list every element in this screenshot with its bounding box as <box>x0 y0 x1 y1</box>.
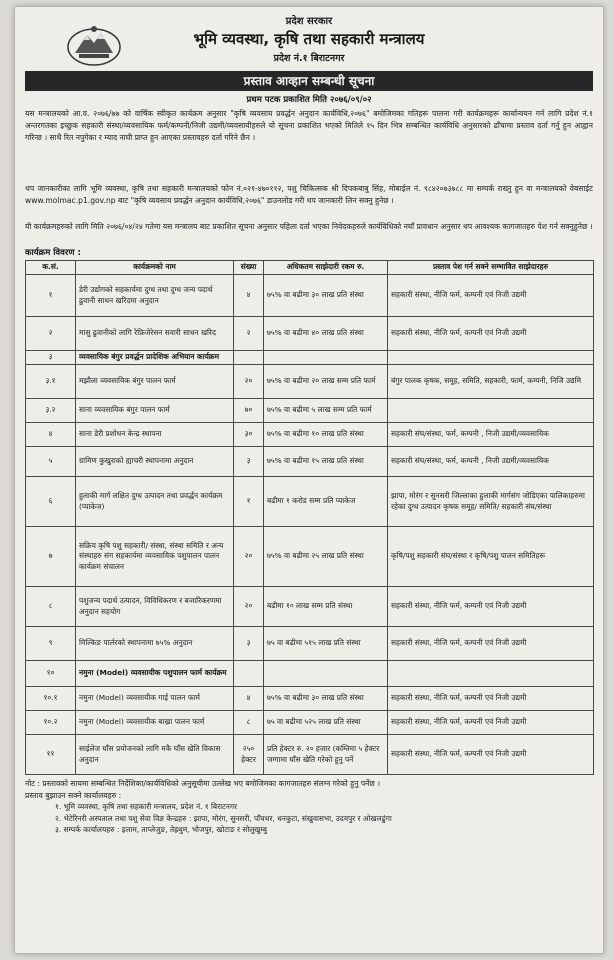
cell-eligible: सहकारी संस्था, नीजि फर्म, कम्पनी एवं निजी उद्यमी <box>388 627 594 661</box>
cell-qty: २ <box>234 317 264 351</box>
nepal-emblem-icon <box>65 23 123 67</box>
cell-sn: ६ <box>26 477 76 527</box>
list-item <box>55 813 593 825</box>
office-number: ३. <box>55 825 62 834</box>
cell-amount: ७५% वा बढीमा ५ लाख सम्म प्रति फार्म <box>264 399 388 423</box>
header-name: कार्यक्रमको नाम <box>76 261 234 275</box>
cell-eligible: सहकारी संघ/संस्था, फर्म, कम्पनी , निजी उद्यमी/व्यवसायिक <box>388 423 594 447</box>
offices-title: प्रस्ताव बुझाउन सक्ने कार्यालयहरु : <box>25 791 122 800</box>
cell-qty: ८ <box>234 711 264 735</box>
cell-qty: २० <box>234 527 264 587</box>
cell-name: साना डेरी प्रशोधन केन्द्र स्थापना <box>76 423 234 447</box>
office-text: भूमि व्यवस्था, कृषि तथा सहकारी मन्त्रालय, प्रदेश नं. १ बिराटनगर <box>63 802 238 811</box>
cell-name: मिल्किङ पार्लरको स्थापनामा ७५% अनुदान <box>76 627 234 661</box>
cell-sn: १०.२ <box>26 711 76 735</box>
cell-sn: ११ <box>26 735 76 775</box>
publication-date: प्रथम पटक प्रकाशित मिति २०७६/०९/०२ <box>246 95 372 105</box>
cell-qty: २० <box>234 587 264 627</box>
table-row <box>26 365 594 399</box>
ministry-location: प्रदेश नं.१ बिराटनगर <box>273 53 345 64</box>
table-row <box>26 447 594 477</box>
programs-table <box>25 260 594 775</box>
cell-sn: ३ <box>26 351 76 365</box>
government-label: प्रदेश सरकार <box>285 16 333 27</box>
ministry-name: भूमि व्यवस्था, कृषि तथा सहकारी मन्त्रालय <box>193 30 425 48</box>
cell-eligible <box>388 399 594 423</box>
table-row <box>26 351 594 365</box>
header-amount: अधिकतम साझेदारी रकम रु. <box>264 261 388 275</box>
cell-sn: ९ <box>26 627 76 661</box>
cell-qty: २० <box>234 365 264 399</box>
cell-name: ग्रामिण कुखुराको ह्याचरी स्थापनामा अनुदान <box>76 447 234 477</box>
cell-amount: ७५ वा बढीमा ५२५ लाख प्रति संस्था <box>264 711 388 735</box>
cell-name: नमुना (Model) व्यवसायीक पशुपालन फार्म कार्यक्रम <box>76 661 234 687</box>
cell-name: साना व्यवसायिक बंगुर पालन फार्म <box>76 399 234 423</box>
cell-qty <box>234 661 264 687</box>
table-row <box>26 711 594 735</box>
cell-qty: ३ <box>234 627 264 661</box>
cell-sn: २ <box>26 317 76 351</box>
header-sn: क.सं. <box>26 261 76 275</box>
cell-sn: १० <box>26 661 76 687</box>
list-item <box>55 824 593 836</box>
table-row <box>26 317 594 351</box>
cell-amount: ७५% वा बढीमा ३० लाख प्रति संस्था <box>264 275 388 317</box>
cell-eligible: झापा, मोरंग र सुनसरी जिल्लाका हुलाकी मार्गसंग जोडिएका पालिकाहरुमा रहेका दुग्ध उत्पादन कृषक समूह/ समिति/ सहकारी संघ/संस्था <box>388 477 594 527</box>
table-header-row <box>26 261 594 275</box>
cell-name: नमुना (Model) व्यवसायीक गाई पालन फार्म <box>76 687 234 711</box>
cell-qty: ३० <box>234 423 264 447</box>
notice-page <box>14 6 604 954</box>
cell-name: हुलाकी मार्ग लक्षित दुग्ध उत्पादन तथा प्रवर्द्धन कार्यक्रम (प्याकेज) <box>76 477 234 527</box>
cell-name: सक्रिय कृषि पशु सहकारी/ संस्था, संस्था समिति र अन्य संस्थाहरु संग सहकार्यमा व्यवसायिक पशुपालन पालन कार्यक्रम संचालन <box>76 527 234 587</box>
cell-eligible <box>388 351 594 365</box>
cell-eligible: सहकारी संस्था, नीजि फर्म, कम्पनी एवं निजी उद्यमी <box>388 275 594 317</box>
cell-sn: १०.१ <box>26 687 76 711</box>
cell-amount: बढीमा १ करोड सम्म प्रति प्याकेज <box>264 477 388 527</box>
cell-amount: बढीमा १० लाख सम्म प्रति संस्था <box>264 587 388 627</box>
cell-qty: १ <box>234 477 264 527</box>
office-number: १. <box>55 802 62 811</box>
table-row <box>26 587 594 627</box>
cell-qty: ४ <box>234 687 264 711</box>
office-text: सम्पर्क कार्यालयहरु : इलाम, ताप्लेजुङ, तेह्रथुम, भोजपुर, खोटाङ र सोलुखुम्बु <box>63 825 267 834</box>
prior-applicants-paragraph: यी कार्यक्रमहरुको लागि मिति २०७६/०४/२४ गतेमा यस मन्त्रालय बाट प्रकाशित सूचना अनुसार पहिला दर्ता भएका निवेदकहरुले कार्यविधिको नयाँ प्रावधान अनुसार थप आवश्यक कागजातहरु पेश गर्न सक्नुहुनेछ । <box>25 222 593 231</box>
header-eligible: प्रस्ताव पेश गर्न सक्ने सम्भावित साझेदारहरु <box>388 261 594 275</box>
cell-amount: ७५% वा बढीमा ३० लाख प्रति संस्था <box>264 687 388 711</box>
cell-amount <box>264 661 388 687</box>
header-qty: संख्या <box>234 261 264 275</box>
cell-amount: ७५% वा बढीमा १० लाख प्रति संस्था <box>264 423 388 447</box>
table-row <box>26 527 594 587</box>
cell-eligible: सहकारी संघ/संस्था, फर्म, कम्पनी , निजी उद्यमी/व्यवसायिक <box>388 447 594 477</box>
cell-sn: ८ <box>26 587 76 627</box>
cell-qty: ४ <box>234 275 264 317</box>
cell-name: साईलेज घाँस प्रयोजनको लागि मकै घाँस खेति विकास अनुदान <box>76 735 234 775</box>
intro-paragraph: यस मन्त्रालयको आ.व. २०७६/७७ को वार्षिक स्वीकृत कार्यक्रम अनुसार "कृषि व्यवसाय प्रवर्द्धन अनुदान कार्यविधि,२०७६" बमोजिमका गतिहरू पालना गरी कार्यक्रमहरू कार्यान्वयन गर्न लागि प्रदेश नं.१ अन्तरगतका इच्छुक सहकारी संस्था/व्यवसायिक फर्म/कम्पनी/निजी उद्यमी/व्यवसायीहरुले यो सूचना प्रकाशित भएको मितिले १५ दिन भित्र सम्बन्धित कार्यविधि अनुसारको ढाँचामा प्रस्ताव दर्ता गर्नु हुन आह्वान गरिन्छ । साथै रित नपुगेका र म्याद नाघी प्राप्त हुन आएका प्रस्तावहरु दर्ता गरिने छैन । <box>25 109 593 143</box>
cell-qty: ३ <box>234 447 264 477</box>
cell-amount: ७५% वा बढीमा २० लाख सम्म प्रति फार्म <box>264 365 388 399</box>
table-row <box>26 275 594 317</box>
table-row <box>26 477 594 527</box>
cell-name: व्यवसायिक बंगुर प्रवर्द्धन प्रादेशिक अभियान कार्यक्रम <box>76 351 234 365</box>
cell-sn: ७ <box>26 527 76 587</box>
table-row <box>26 661 594 687</box>
cell-amount <box>264 351 388 365</box>
list-item <box>55 801 593 813</box>
cell-name: डेरी उद्योगको सहकार्यमा दुग्ध तथा दुग्ध जन्य पदार्थ ढुवानी साधन खरिदमा अनुदान <box>76 275 234 317</box>
table-row <box>26 735 594 775</box>
cell-eligible: सहकारी संस्था, नीजि फर्म, कम्पनी एवं निजी उद्यमी <box>388 711 594 735</box>
cell-eligible: सहकारी संस्था, नीजि फर्म, कम्पनी एवं निजी उद्यमी <box>388 687 594 711</box>
cell-name: नमुना (Model) व्यवसायीक बाख्रा पालन फार्म <box>76 711 234 735</box>
notice-header <box>25 13 593 69</box>
cell-eligible: कृषि/पशु सहकारी संघ/संस्था र कृषि/पशु पालन समितिहरू <box>388 527 594 587</box>
cell-sn: ५ <box>26 447 76 477</box>
cell-amount: ७५% वा बढीमा १५ लाख प्रति संस्था <box>264 447 388 477</box>
cell-name: मासु ढुवानीको लागि रेफ्रिजेरेसन सवारी साधन खरिद <box>76 317 234 351</box>
table-row <box>26 627 594 661</box>
cell-amount: ७५ वा बढीमा ५१५ लाख प्रति संस्था <box>264 627 388 661</box>
cell-qty: ७० <box>234 399 264 423</box>
notice-title: प्रस्ताव आव्हान सम्बन्धी सूचना <box>25 71 593 91</box>
cell-eligible: सहकारी संस्था, नीजि फर्म, कम्पनी एवं निजी उद्यमी <box>388 735 594 775</box>
office-number: २. <box>55 813 62 823</box>
cell-qty <box>234 351 264 365</box>
cell-qty: २५० हेक्टर <box>234 735 264 775</box>
cell-name: पशुजन्य पदार्थ उत्पादन, विविधिकरण र बजारिकरणमा अनुदान सहयोग <box>76 587 234 627</box>
office-text: भेटेरिनरी अस्पताल तथा पशु सेवा विज्ञ केन्द्रहरु : झापा, मोरंग, सुनसरी, पाँचथर, धनकुटा, संखुवासभा, उदयपुर र ओखलढुंगा <box>63 813 392 823</box>
table-row <box>26 399 594 423</box>
cell-amount: ७५% वा बढीमा ४० लाख प्रति संस्था <box>264 317 388 351</box>
table-row <box>26 423 594 447</box>
cell-eligible <box>388 661 594 687</box>
cell-sn: ३.१ <box>26 365 76 399</box>
cell-eligible: सहकारी संस्था, नीजि फर्म, कम्पनी एवं निजी उद्यमी <box>388 587 594 627</box>
documents-note: नोट : प्रस्तावको सायमा सम्बन्धित निर्देशिका/कार्यविधिको अनुसूचीमा उल्लेख भए बमोजिमका कागजातहरु संलग्न गरेको हुनु पर्नेछ । <box>25 779 380 788</box>
cell-name: मझौला व्यवसायिक बंगुर पालन फार्म <box>76 365 234 399</box>
cell-amount: प्रति हेक्टर रु. २० हजार (कम्तिमा ५ हेक्टर जग्गामा घाँस खेति गरेको हुनु पर्ने <box>264 735 388 775</box>
cell-sn: १ <box>26 275 76 317</box>
cell-amount: ७५% वा बढीमा २५ लाख प्रति संस्था <box>264 527 388 587</box>
table-row <box>26 687 594 711</box>
cell-sn: ३.२ <box>26 399 76 423</box>
cell-eligible: सहकारी संस्था, नीजि फर्म, कम्पनी एवं निजी उद्यमी <box>388 317 594 351</box>
contact-paragraph: थप जानकारीका लागि भूमि व्यवस्था, कृषि तथा सहकारी मन्त्रालयको फोन नं.०२१-४७०११२, पशु चिकित्सक श्री दिपकबाबु सिंह, मोबाईल नं. ९८४२०७३७८८ मा सम्पर्क राख्नु हुन वा मन्त्रालयको वेबसाईट www.molmac.p1.gov.np बाट "कृषि व्यवसाय प्रवर्द्धन अनुदान कार्यविधि,२०७६" डाउनलोड गरी थप जानकारी लिन सक्नु हुनेछ । <box>25 184 593 206</box>
cell-sn: ४ <box>26 423 76 447</box>
programs-title: कार्यक्रम विवरण : <box>25 248 81 258</box>
offices-list <box>25 801 593 836</box>
cell-eligible: बंगुर पालक कृषक, समूह, समिति, सहकारी, फार्म, कम्पनी, निजि उद्यमि <box>388 365 594 399</box>
